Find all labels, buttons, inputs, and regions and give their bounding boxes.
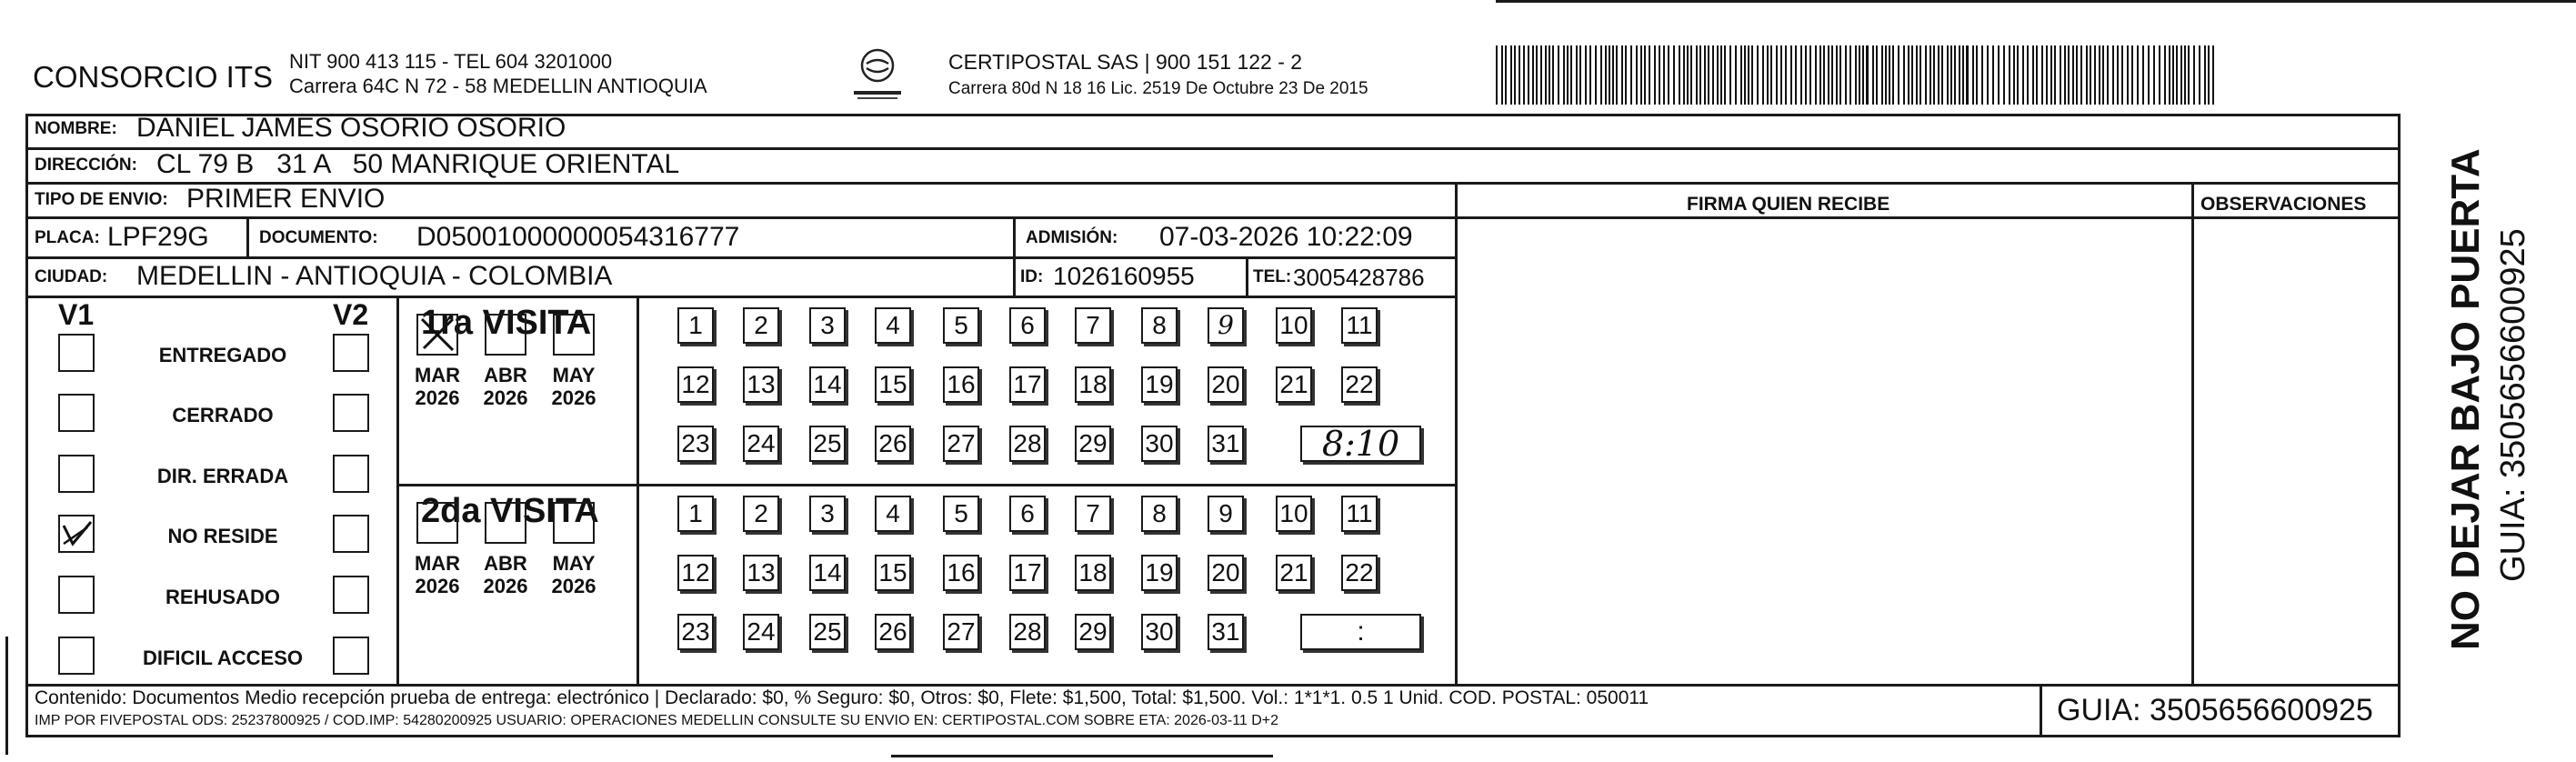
day-box[interactable]: 26 bbox=[875, 614, 911, 650]
day-box[interactable]: 27 bbox=[943, 614, 979, 650]
barcode-bar bbox=[1987, 45, 1989, 105]
barcode-bar bbox=[1881, 45, 1883, 105]
barcode-bar bbox=[1567, 45, 1569, 105]
documento-value: D05001000000054316777 bbox=[416, 222, 740, 252]
nombre-value: DANIEL JAMES OSORIO OSORIO bbox=[136, 113, 566, 143]
v2-checkbox[interactable] bbox=[333, 576, 369, 614]
barcode-bar bbox=[1925, 45, 1927, 105]
barcode-bar bbox=[1757, 45, 1759, 105]
barcode-bar bbox=[1885, 45, 1887, 105]
barcode-bar bbox=[1981, 45, 1983, 105]
barcode-bar bbox=[1872, 45, 1874, 105]
barcode-bar bbox=[1751, 45, 1753, 105]
barcode-bar bbox=[1612, 45, 1614, 105]
barcode-bar bbox=[1505, 45, 1507, 105]
direccion-label: DIRECCIÓN: bbox=[35, 155, 137, 175]
v1-checkbox[interactable] bbox=[58, 515, 95, 553]
x-mark-icon bbox=[418, 316, 456, 354]
status-option-label: DIFICIL ACCESO bbox=[142, 647, 303, 669]
barcode-bar bbox=[1595, 45, 1597, 105]
v1-checkbox[interactable] bbox=[58, 455, 95, 493]
barcode-bar bbox=[1815, 45, 1817, 105]
v1-checkbox[interactable] bbox=[58, 394, 95, 432]
v2-checkbox[interactable] bbox=[333, 394, 369, 432]
day-box[interactable]: 31 bbox=[1208, 614, 1244, 650]
barcode-bar bbox=[2153, 45, 2155, 105]
day-box[interactable]: 24 bbox=[743, 426, 779, 462]
day-box[interactable]: 20 bbox=[1208, 555, 1244, 591]
barcode-bar bbox=[2072, 45, 2074, 105]
barcode-bar bbox=[1540, 45, 1542, 105]
barcode-bar bbox=[1933, 45, 1935, 105]
month-checkbox[interactable] bbox=[416, 314, 458, 356]
barcode-bar bbox=[1625, 45, 1627, 105]
day-box[interactable]: 15 bbox=[875, 366, 911, 403]
barcode-bar bbox=[1690, 45, 1692, 105]
barcode-bar bbox=[1859, 45, 1860, 105]
admision-value: 07-03-2026 10:22:09 bbox=[1159, 222, 1413, 252]
barcode-bar bbox=[1600, 45, 1602, 105]
second-visit-time[interactable]: : bbox=[1300, 614, 1421, 650]
barcode-bar bbox=[1683, 45, 1685, 105]
no-dejar-bajo-puerta: NO DEJAR BAJO PUERTA bbox=[2443, 148, 2488, 650]
barcode-bar bbox=[1729, 45, 1731, 105]
first-visit-title: 1ra VISITA bbox=[421, 304, 592, 342]
tipo-envio-value: PRIMER ENVIO bbox=[186, 184, 386, 214]
status-option-label: CERRADO bbox=[172, 404, 274, 426]
status-option-label: NO RESIDE bbox=[167, 525, 278, 547]
barcode-bar bbox=[2107, 45, 2109, 105]
barcode-bar bbox=[2009, 45, 2010, 105]
admision-label: ADMISIÓN: bbox=[1026, 228, 1118, 247]
barcode-bar bbox=[1740, 45, 1742, 105]
barcode-bar bbox=[1708, 45, 1709, 105]
day-box[interactable]: 16 bbox=[943, 366, 979, 403]
barcode-bar bbox=[1809, 45, 1811, 105]
company-nit-tel: NIT 900 413 115 - TEL 604 3201000 bbox=[289, 50, 613, 73]
barcode-bar bbox=[1673, 45, 1675, 105]
day-box[interactable]: 6 bbox=[1009, 496, 1046, 532]
day-box[interactable]: 13 bbox=[743, 366, 779, 403]
barcode-bar bbox=[2142, 45, 2144, 105]
barcode-bar bbox=[1744, 45, 1746, 105]
day-box[interactable]: 18 bbox=[1075, 366, 1111, 403]
barcode-bar bbox=[2086, 45, 2088, 105]
footer-contenido: Contenido: Documentos Medio recepción prueba de entrega: electrónico | Declarado: $0, % Seguro: $0, Otros: $0, Flete: $1,500, Total: $1,500. Vol.: 1*1*1. 0.5 1 Unid. COD. POSTAL: 050011 bbox=[35, 687, 1649, 708]
barcode-bar bbox=[2046, 45, 2048, 105]
day-box[interactable]: 21 bbox=[1276, 366, 1312, 403]
day-box[interactable]: 20 bbox=[1208, 366, 1244, 403]
barcode-bar bbox=[2080, 45, 2082, 105]
day-box[interactable]: 8 bbox=[1141, 496, 1178, 532]
month-checkbox[interactable] bbox=[553, 502, 595, 544]
day-box[interactable]: 8 bbox=[1141, 307, 1178, 344]
day-box[interactable]: 6 bbox=[1009, 307, 1046, 344]
day-box[interactable]: 17 bbox=[1009, 366, 1046, 403]
barcode-bar bbox=[1585, 45, 1587, 105]
barcode-bar bbox=[2188, 45, 2190, 105]
day-box[interactable]: 11 bbox=[1341, 496, 1378, 532]
barcode-bar bbox=[1800, 45, 1802, 105]
barcode-bar bbox=[1636, 45, 1638, 105]
barcode-bar bbox=[1892, 45, 1894, 105]
v1-checkbox[interactable] bbox=[58, 576, 95, 614]
day-box[interactable]: 3 bbox=[809, 496, 846, 532]
ciudad-value: MEDELLIN - ANTIOQUIA - COLOMBIA bbox=[136, 261, 613, 291]
barcode-bar bbox=[1712, 45, 1714, 105]
certipostal-name: CERTIPOSTAL SAS | 900 151 122 - 2 bbox=[948, 50, 1303, 74]
barcode-bar bbox=[1950, 45, 1952, 105]
day-box[interactable]: 31 bbox=[1208, 426, 1244, 462]
barcode-bar bbox=[2193, 45, 2195, 105]
barcode-bar bbox=[2003, 45, 2005, 105]
barcode-bar bbox=[1717, 45, 1719, 105]
barcode-bar bbox=[1549, 45, 1550, 105]
day-box[interactable]: 30 bbox=[1141, 426, 1178, 462]
barcode-bar bbox=[1762, 45, 1764, 105]
barcode-bar bbox=[1959, 45, 1960, 105]
status-option-label: DIR. ERRADA bbox=[156, 465, 289, 487]
v2-checkbox[interactable] bbox=[333, 515, 369, 553]
barcode-bar bbox=[1558, 45, 1559, 105]
day-box[interactable]: 7 bbox=[1075, 496, 1111, 532]
day-box[interactable]: 14 bbox=[809, 366, 846, 403]
day-box[interactable]: 10 bbox=[1276, 307, 1312, 344]
barcode-bar bbox=[2204, 45, 2206, 105]
day-box[interactable]: 12 bbox=[677, 366, 714, 403]
barcode-bar bbox=[1649, 45, 1650, 105]
barcode-bar bbox=[2208, 45, 2210, 105]
observaciones-header: OBSERVACIONES bbox=[2200, 194, 2367, 215]
day-box[interactable]: 9 bbox=[1208, 496, 1244, 532]
barcode-bar bbox=[1929, 45, 1931, 105]
barcode-bar bbox=[1621, 45, 1623, 105]
barcode-bar bbox=[2148, 45, 2150, 105]
day-box[interactable]: 19 bbox=[1141, 366, 1178, 403]
barcode-bar bbox=[1831, 45, 1833, 105]
barcode-bar bbox=[1836, 45, 1838, 105]
barcode-bar bbox=[2184, 45, 2186, 105]
barcode-bar bbox=[1532, 45, 1534, 105]
barcode-bar bbox=[1839, 45, 1841, 105]
barcode-bar bbox=[2027, 45, 2029, 105]
barcode-bar bbox=[1862, 45, 1864, 105]
day-box[interactable]: 26 bbox=[875, 426, 911, 462]
barcode-bar bbox=[1849, 45, 1851, 105]
barcode-bar bbox=[1699, 45, 1701, 105]
barcode-bar bbox=[2180, 45, 2182, 105]
barcode-bar bbox=[1510, 45, 1512, 105]
barcode-bar bbox=[1679, 45, 1680, 105]
v2-checkbox[interactable] bbox=[333, 455, 369, 493]
second-visit-title: 2da VISITA bbox=[421, 492, 599, 530]
company-address: Carrera 64C N 72 - 58 MEDELLIN ANTIOQUIA bbox=[289, 75, 707, 97]
day-box[interactable]: 4 bbox=[875, 496, 911, 532]
barcode-bar bbox=[1552, 45, 1554, 105]
check-mark-icon bbox=[60, 516, 93, 551]
day-box[interactable]: 25 bbox=[809, 614, 846, 650]
ciudad-label: CIUDAD: bbox=[35, 267, 108, 286]
barcode-bar bbox=[2117, 45, 2119, 105]
day-box[interactable]: 5 bbox=[943, 307, 979, 344]
barcode-bar bbox=[2102, 45, 2104, 105]
barcode-bar bbox=[1770, 45, 1772, 105]
barcode-bar bbox=[1696, 45, 1698, 105]
barcode-bar bbox=[1640, 45, 1642, 105]
barcode-bar bbox=[1780, 45, 1782, 105]
barcode-bar bbox=[1828, 45, 1829, 105]
barcode-bar bbox=[2032, 45, 2034, 105]
barcode-bar bbox=[1563, 45, 1565, 105]
day-box[interactable]: 1 bbox=[677, 307, 714, 344]
barcode-bar bbox=[2127, 45, 2129, 105]
barcode-bar bbox=[1845, 45, 1847, 105]
id-value: 1026160955 bbox=[1053, 262, 1195, 290]
barcode-bar bbox=[2068, 45, 2070, 105]
barcode bbox=[1496, 45, 2219, 105]
day-box[interactable]: 29 bbox=[1075, 614, 1111, 650]
barcode-bar bbox=[1536, 45, 1538, 105]
nombre-label: NOMBRE: bbox=[35, 119, 117, 138]
day-box[interactable]: 4 bbox=[875, 307, 911, 344]
first-visit-time[interactable]: 8:10 bbox=[1300, 426, 1421, 462]
barcode-bar bbox=[1795, 45, 1797, 105]
day-box[interactable]: 16 bbox=[943, 555, 979, 591]
barcode-bar bbox=[1570, 45, 1572, 105]
placa-label: PLACA: bbox=[35, 228, 100, 247]
day-box[interactable]: 22 bbox=[1341, 555, 1378, 591]
barcode-bar bbox=[2172, 45, 2174, 105]
day-box[interactable]: 23 bbox=[677, 426, 714, 462]
barcode-bar bbox=[1654, 45, 1656, 105]
certipostal-address: Carrera 80d N 18 16 Lic. 2519 De Octubre 23 De 2015 bbox=[948, 79, 1368, 98]
barcode-bar bbox=[2050, 45, 2052, 105]
barcode-bar bbox=[2099, 45, 2100, 105]
barcode-bar bbox=[1528, 45, 1529, 105]
footer-guia: GUIA: 3505656600925 bbox=[2057, 693, 2373, 727]
barcode-bar bbox=[1767, 45, 1769, 105]
barcode-bar bbox=[2017, 45, 2019, 105]
barcode-bar bbox=[1659, 45, 1660, 105]
barcode-bar bbox=[1976, 45, 1978, 105]
day-box[interactable]: 13 bbox=[743, 555, 779, 591]
footer-imp-info: IMP POR FIVEPOSTAL ODS: 25237800925 / COD.IMP: 54280200925 USUARIO: OPERACIONES MEDELLIN CONSULTE SU ENVIO EN: CERTIPOSTAL.COM SOBRE ETA: 2026-03-11 D+2 bbox=[35, 713, 1279, 728]
month-label: MAY 2026 bbox=[551, 364, 596, 410]
day-box[interactable]: 10 bbox=[1276, 496, 1312, 532]
placa-value: LPF29G bbox=[107, 222, 209, 252]
day-box[interactable]: 2 bbox=[743, 496, 779, 532]
barcode-bar bbox=[1609, 45, 1610, 105]
barcode-bar bbox=[2060, 45, 2061, 105]
barcode-bar bbox=[1616, 45, 1618, 105]
barcode-bar bbox=[2090, 45, 2091, 105]
barcode-bar bbox=[1523, 45, 1525, 105]
day-box[interactable]: 22 bbox=[1341, 366, 1378, 403]
month-label: MAY 2026 bbox=[551, 552, 596, 598]
barcode-bar bbox=[1998, 45, 2000, 105]
day-box[interactable]: 18 bbox=[1075, 555, 1111, 591]
day-box[interactable]: 17 bbox=[1009, 555, 1046, 591]
barcode-bar bbox=[1919, 45, 1921, 105]
barcode-bar bbox=[1776, 45, 1778, 105]
barcode-bar bbox=[1724, 45, 1726, 105]
v1-checkbox[interactable] bbox=[58, 334, 95, 372]
barcode-bar bbox=[1605, 45, 1607, 105]
barcode-bar bbox=[2169, 45, 2170, 105]
barcode-bar bbox=[2176, 45, 2178, 105]
barcode-bar bbox=[2022, 45, 2024, 105]
month-checkbox[interactable] bbox=[553, 314, 595, 356]
v1-label: V1 bbox=[58, 298, 95, 331]
barcode-bar bbox=[1785, 45, 1787, 105]
day-box[interactable]: 19 bbox=[1141, 555, 1178, 591]
barcode-bar bbox=[1962, 45, 1964, 105]
month-label: MAR 2026 bbox=[414, 552, 461, 598]
barcode-bar bbox=[2054, 45, 2056, 105]
barcode-bar bbox=[2041, 45, 2043, 105]
barcode-bar bbox=[2036, 45, 2038, 105]
barcode-bar bbox=[2094, 45, 2096, 105]
barcode-bar bbox=[2013, 45, 2015, 105]
tel-label: TEL: bbox=[1253, 267, 1292, 286]
day-box[interactable]: 25 bbox=[809, 426, 846, 462]
barcode-bar bbox=[1876, 45, 1878, 105]
documento-label: DOCUMENTO: bbox=[259, 228, 378, 247]
status-option-label: ENTREGADO bbox=[158, 344, 287, 366]
barcode-bar bbox=[1916, 45, 1918, 105]
day-box[interactable]: 7 bbox=[1075, 307, 1111, 344]
day-box[interactable]: 1 bbox=[677, 496, 714, 532]
barcode-bar bbox=[1941, 45, 1943, 105]
barcode-bar bbox=[1579, 45, 1581, 105]
barcode-bar bbox=[1496, 45, 1498, 105]
barcode-bar bbox=[1911, 45, 1913, 105]
barcode-bar bbox=[2159, 45, 2160, 105]
barcode-bar bbox=[1519, 45, 1520, 105]
barcode-bar bbox=[1898, 45, 1899, 105]
barcode-bar bbox=[1823, 45, 1825, 105]
day-box[interactable]: 12 bbox=[677, 555, 714, 591]
barcode-bar bbox=[2131, 45, 2133, 105]
barcode-bar bbox=[1644, 45, 1646, 105]
firma-header: FIRMA QUIEN RECIBE bbox=[1687, 194, 1890, 215]
barcode-bar bbox=[1966, 45, 1969, 105]
barcode-bar bbox=[1889, 45, 1890, 105]
barcode-bar bbox=[2212, 45, 2214, 105]
month-checkbox[interactable] bbox=[485, 502, 526, 544]
day-box[interactable]: 2 bbox=[743, 307, 779, 344]
day-box[interactable]: 11 bbox=[1341, 307, 1378, 344]
barcode-bar bbox=[1514, 45, 1516, 105]
barcode-bar bbox=[1704, 45, 1706, 105]
company-name: CONSORCIO ITS bbox=[33, 60, 274, 94]
day-box[interactable]: 24 bbox=[743, 614, 779, 650]
barcode-bar bbox=[2064, 45, 2066, 105]
month-label: MAR 2026 bbox=[414, 364, 461, 410]
barcode-bar bbox=[2121, 45, 2123, 105]
month-checkbox[interactable] bbox=[416, 502, 458, 544]
day-box[interactable]: 14 bbox=[809, 555, 846, 591]
barcode-bar bbox=[2164, 45, 2166, 105]
status-option-label: REHUSADO bbox=[165, 586, 280, 608]
barcode-bar bbox=[1805, 45, 1807, 105]
barcode-bar bbox=[1908, 45, 1909, 105]
id-label: ID: bbox=[1020, 267, 1044, 286]
barcode-bar bbox=[1938, 45, 1940, 105]
day-box[interactable]: 9 bbox=[1208, 307, 1244, 344]
barcode-bar bbox=[1748, 45, 1749, 105]
tipo-envio-label: TIPO DE ENVIO: bbox=[35, 190, 168, 209]
barcode-bar bbox=[1576, 45, 1578, 105]
v1-checkbox[interactable] bbox=[58, 637, 95, 675]
barcode-bar bbox=[1720, 45, 1722, 105]
barcode-bar bbox=[1972, 45, 1974, 105]
v2-label: V2 bbox=[333, 298, 369, 331]
barcode-bar bbox=[1589, 45, 1591, 105]
barcode-bar bbox=[2137, 45, 2139, 105]
barcode-bar bbox=[1954, 45, 1956, 105]
barcode-bar bbox=[1992, 45, 1994, 105]
barcode-bar bbox=[1501, 45, 1503, 105]
certipostal-logo bbox=[850, 44, 905, 104]
barcode-bar bbox=[2112, 45, 2114, 105]
day-box[interactable]: 3 bbox=[809, 307, 846, 344]
barcode-bar bbox=[1663, 45, 1665, 105]
barcode-bar bbox=[1855, 45, 1857, 105]
day-box[interactable]: 15 bbox=[875, 555, 911, 591]
v2-checkbox[interactable] bbox=[333, 637, 369, 675]
barcode-bar bbox=[2076, 45, 2078, 105]
barcode-bar bbox=[1819, 45, 1821, 105]
barcode-bar bbox=[1668, 45, 1669, 105]
tel-value: 3005428786 bbox=[1293, 264, 1425, 291]
month-label: ABR 2026 bbox=[483, 552, 528, 598]
barcode-bar bbox=[1947, 45, 1949, 105]
v2-checkbox[interactable] bbox=[333, 334, 369, 372]
month-label: ABR 2026 bbox=[483, 364, 528, 410]
barcode-bar bbox=[1545, 45, 1547, 105]
day-box[interactable]: 30 bbox=[1141, 614, 1178, 650]
day-box[interactable]: 21 bbox=[1276, 555, 1312, 591]
barcode-bar bbox=[1735, 45, 1737, 105]
barcode-bar bbox=[1903, 45, 1905, 105]
barcode-bar bbox=[1866, 45, 1869, 105]
day-box[interactable]: 28 bbox=[1009, 614, 1046, 650]
day-box[interactable]: 5 bbox=[943, 496, 979, 532]
day-box[interactable]: 28 bbox=[1009, 426, 1046, 462]
side-guia: GUIA: 3505656600925 bbox=[2494, 228, 2532, 582]
day-box[interactable]: 23 bbox=[677, 614, 714, 650]
month-checkbox[interactable] bbox=[485, 314, 526, 356]
barcode-bar bbox=[1790, 45, 1792, 105]
barcode-bar bbox=[2199, 45, 2200, 105]
direccion-value: CL 79 B 31 A 50 MANRIQUE ORIENTAL bbox=[156, 149, 680, 179]
day-box[interactable]: 27 bbox=[943, 426, 979, 462]
day-box[interactable]: 29 bbox=[1075, 426, 1111, 462]
barcode-bar bbox=[1630, 45, 1632, 105]
barcode-bar bbox=[1687, 45, 1689, 105]
